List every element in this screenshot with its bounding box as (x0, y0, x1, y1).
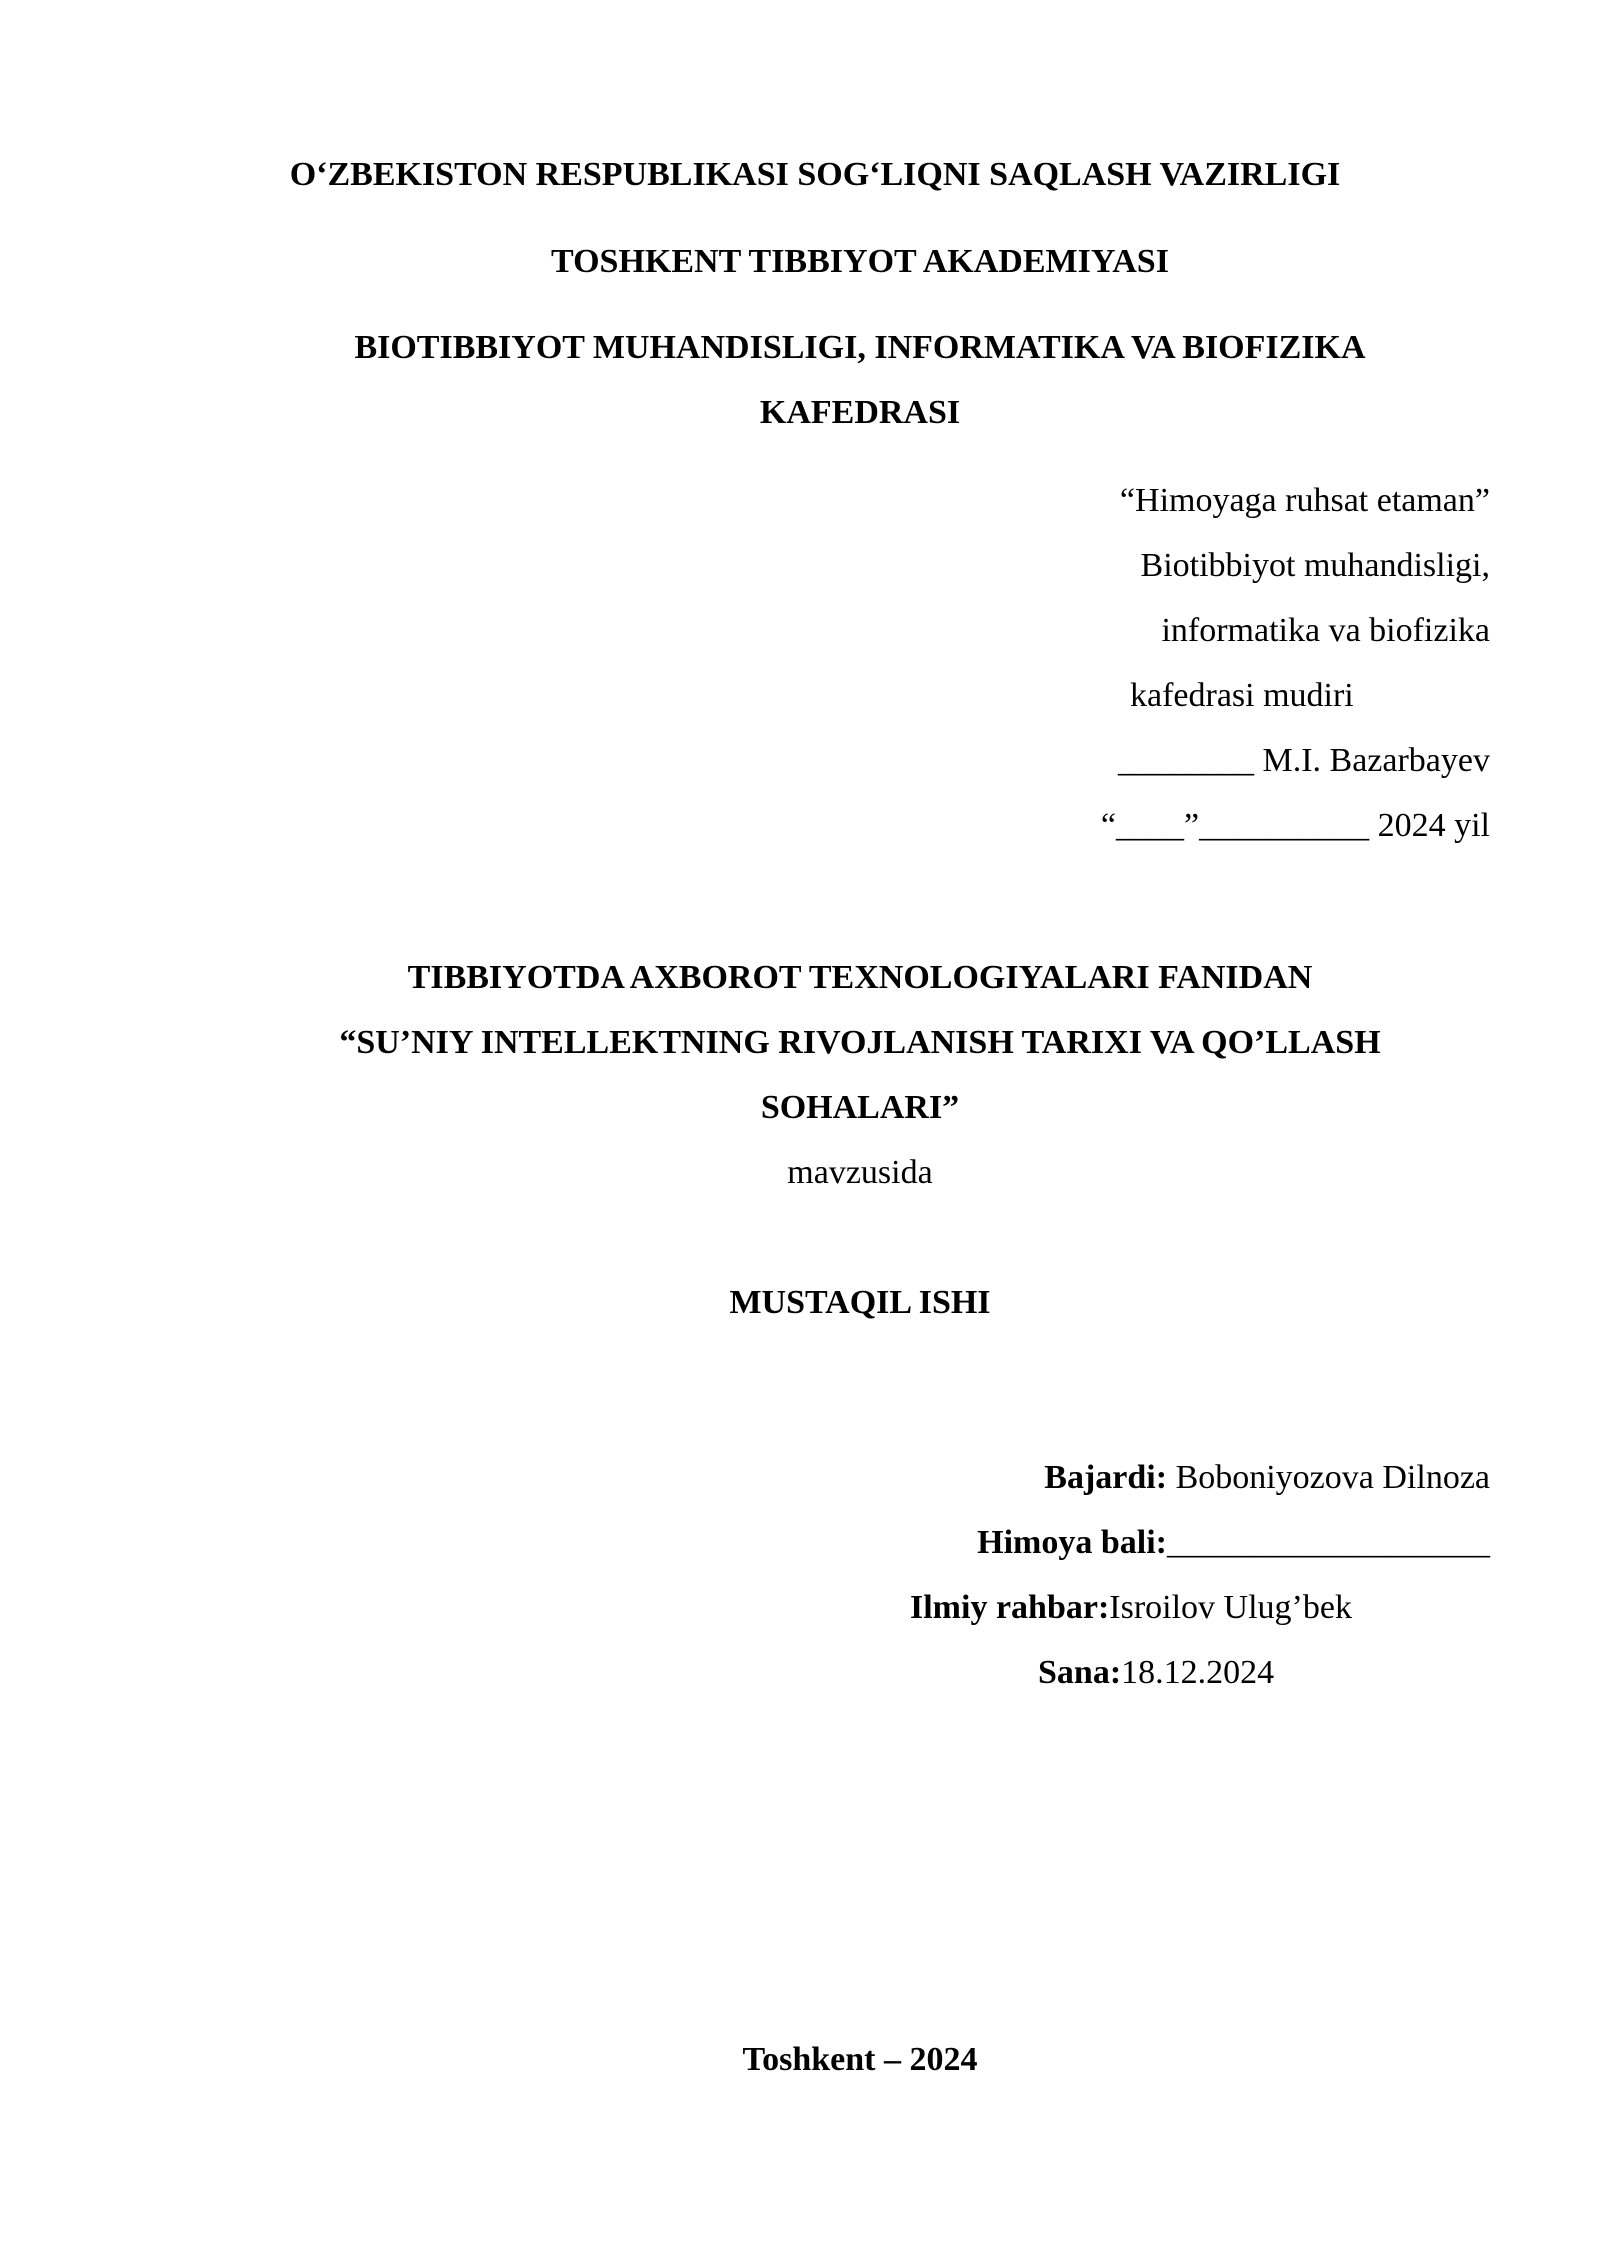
work-type-heading: MUSTAQIL ISHI (729, 1284, 991, 1321)
topic-suffix: mavzusida (787, 1154, 933, 1191)
grade-label: Himoya bali: (977, 1524, 1167, 1561)
department-heading-line2: KAFEDRASI (759, 394, 961, 431)
approval-signature-line: ________ M.I. Bazarbayev (1117, 742, 1490, 779)
advisor-label: Ilmiy rahbar: (910, 1589, 1110, 1626)
footer-city-year: Toshkent – 2024 (742, 2041, 978, 2078)
performer-label: Bajardi: (1044, 1459, 1168, 1496)
date-row (1038, 1653, 1274, 1693)
department-heading-line1: BIOTIBBIYOT MUHANDISLIGI, INFORMATIKA VA BIOFIZIKA (354, 329, 1366, 366)
subject-heading: TIBBIYOTDA AXBOROT TEXNOLOGIYALARI FANIDAN (407, 959, 1313, 996)
performer-row (1044, 1458, 1490, 1498)
topic-title-line1: “SU’NIY INTELLEKTNING RIVOJLANISH TARIXI VA QO’LLASH (339, 1024, 1381, 1061)
approval-line-4: kafedrasi mudiri (1130, 677, 1354, 714)
approval-line-2: Biotibbiyot muhandisligi, (1140, 547, 1490, 584)
grade-value: ___________________ (1167, 1524, 1490, 1561)
approval-date-line: “____”__________ 2024 yil (1100, 807, 1490, 844)
topic-title-line2: SOHALARI” (760, 1089, 960, 1126)
date-label: Sana: (1038, 1654, 1122, 1691)
advisor-row (910, 1588, 1352, 1628)
grade-row (977, 1523, 1490, 1563)
approval-line-3: informatika va biofizika (1161, 612, 1490, 649)
approval-line-1: “Himoyaga ruhsat etaman” (1119, 482, 1490, 519)
ministry-heading: O‘ZBEKISTON RESPUBLIKASI SOG‘LIQNI SAQLASH VAZIRLIGI (289, 156, 1341, 193)
date-value: 18.12.2024 (1121, 1654, 1275, 1691)
academy-heading: TOSHKENT TIBBIYOT AKADEMIYASI (551, 243, 1169, 280)
performer-value: Boboniyozova Dilnoza (1167, 1459, 1490, 1496)
advisor-value: Isroilov Ulug’bek (1109, 1589, 1352, 1626)
